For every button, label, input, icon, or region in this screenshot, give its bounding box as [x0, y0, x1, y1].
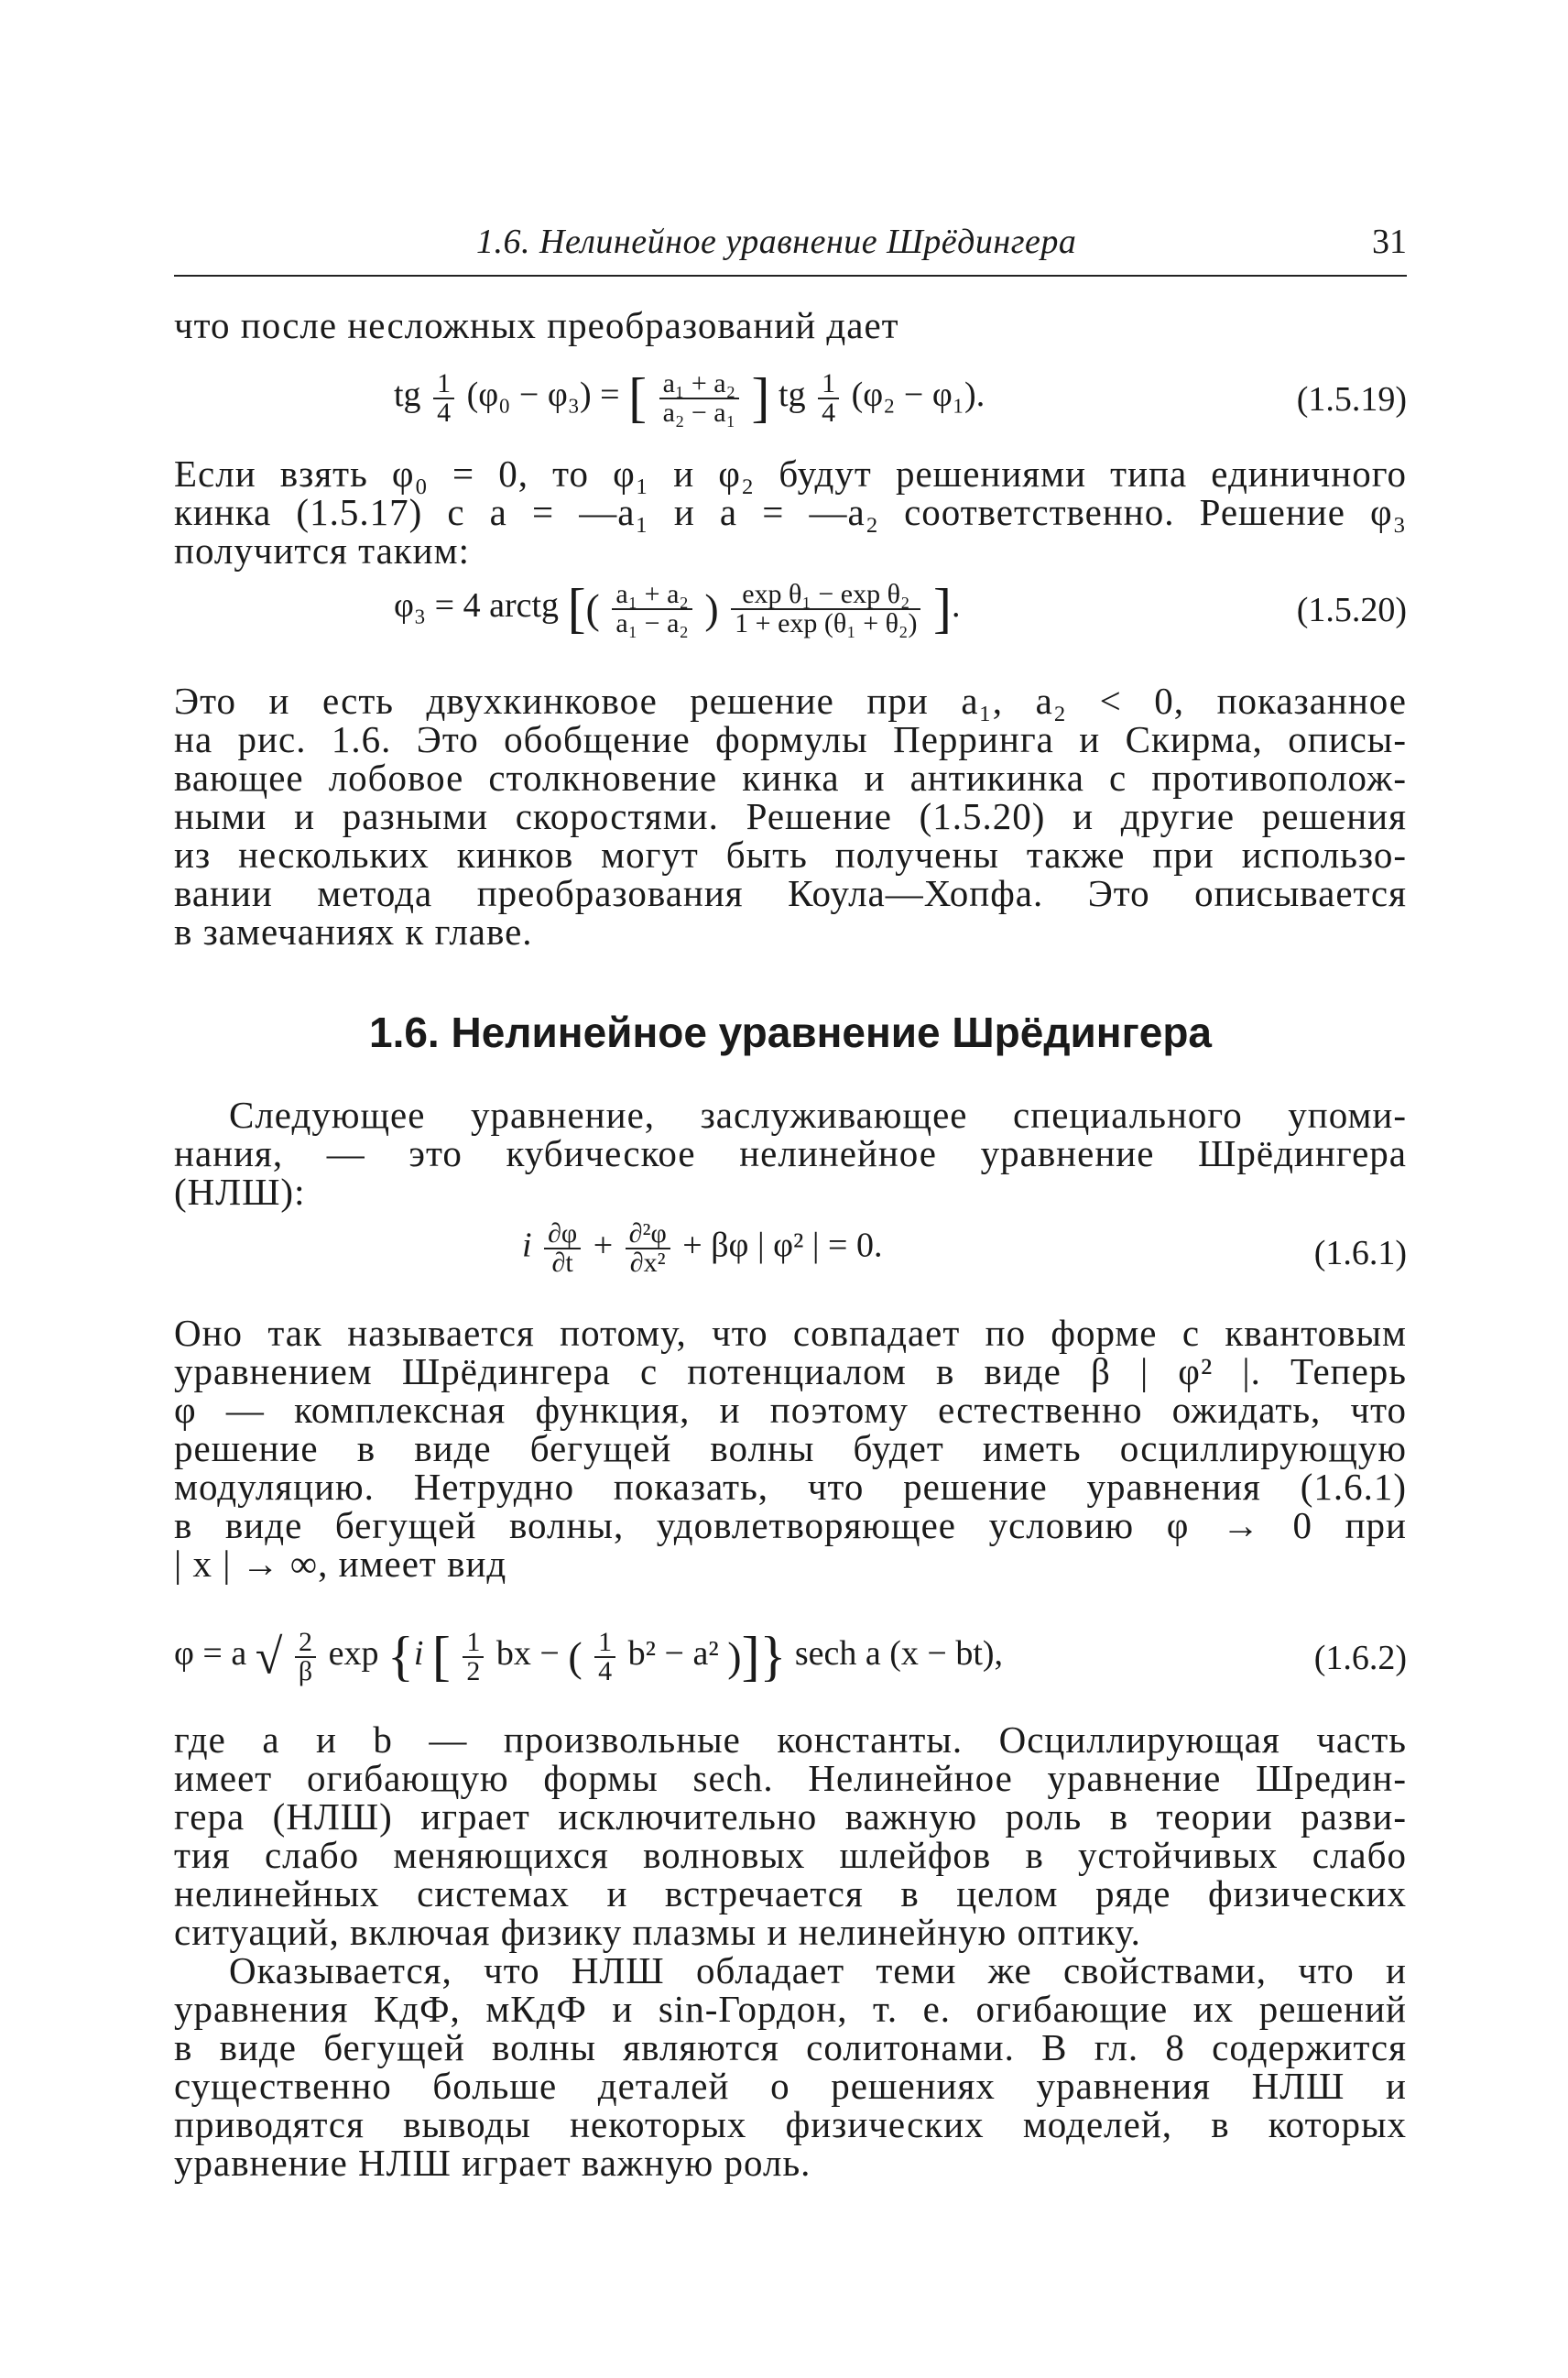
text-line: получится таким: [174, 529, 470, 572]
equation-number: (1.5.20) [1296, 591, 1407, 629]
text-line: Следующее уравнение, заслуживающее специального упоми- [229, 1094, 1407, 1136]
text-line: приводятся выводы некоторых физических моделей, в которых [174, 2103, 1407, 2145]
equation-number: (1.6.2) [1313, 1639, 1407, 1677]
paragraph-solitons [174, 1951, 1407, 2182]
text-line: модуляцию. Нетрудно показать, что решение уравнения (1.6.1) [174, 1466, 1407, 1508]
paragraph-nls-intro [174, 1096, 1407, 1211]
text-line: в замечаниях к главе. [174, 911, 533, 953]
text-line: где a и b — произвольные константы. Осциллирующая часть [174, 1718, 1407, 1761]
text-line: нелинейных системах и встречается в целом ряде физических [174, 1872, 1407, 1914]
text-line: Это и есть двухкинковое решение при a₁, a₂ < 0, показанное [174, 680, 1407, 722]
text-line: уравнения КдФ, мКдФ и sin-Гордон, т. е. огибающие их решений [174, 1988, 1407, 2030]
text-line: на рис. 1.6. Это обобщение формулы Перринга и Скирма, описы- [174, 718, 1407, 760]
text-line: решение в виде бегущей волны будет иметь осциллирующую [174, 1427, 1407, 1469]
text-line: Оказывается, что НЛШ обладает теми же свойствами, что и [229, 1949, 1407, 1991]
text-line: Оно так называется потому, что совпадает по форме с квантовым [174, 1312, 1407, 1354]
paragraph-intro [174, 306, 1407, 344]
equation-body: tg $\frac{1}{4}$ (φ₀ − φ₃) = [ $\frac{\text{a₁ + a₂}}{\text{a₂ − a₁}}$ ] tg $\frac{1}{4}$ (φ₂ − φ₁). [394, 367, 985, 428]
text-line: имеет огибающую формы sech. Нелинейное уравнение Шредин- [174, 1757, 1407, 1799]
text-line: вающее лобовое столкновение кинка и антикинка с противополож- [174, 757, 1407, 799]
equation-1-6-2 [174, 1625, 1407, 1689]
paragraph-two-kink [174, 682, 1407, 951]
text-line: из нескольких кинков могут быть получены также при использо- [174, 834, 1407, 876]
equation-number: (1.6.1) [1313, 1234, 1407, 1272]
text-line: в виде бегущей волны являются солитонами. В гл. 8 содержится [174, 2026, 1407, 2068]
section-heading: 1.6. Нелинейное уравнение Шрёдингера [368, 1009, 1213, 1056]
paragraph-constants [174, 1720, 1407, 1951]
text-line: уравнение НЛШ играет важную роль. [174, 2142, 811, 2184]
text-line: нания, — это кубическое нелинейное уравнение Шрёдингера [174, 1132, 1407, 1174]
text-line: (НЛШ): [174, 1171, 306, 1213]
text-line: ными и разными скоростями. Решение (1.5.20) и другие решения [174, 795, 1407, 837]
text-line: гера (НЛШ) играет исключительно важную роль в теории разви- [174, 1795, 1407, 1838]
text-line: φ — комплексная функция, и поэтому естественно ожидать, что [174, 1389, 1407, 1431]
equation-body: φ = a √ $\frac{2}{\beta}$ exp {i [ $\frac{1}{2}$ bx − ( $\frac{1}{4}$ b² − a² )]} sech a (x − bt), [174, 1626, 1004, 1686]
text-line: в виде бегущей волны, удовлетворяющее условию φ → 0 при [174, 1504, 1407, 1546]
equation-number: (1.5.19) [1296, 380, 1407, 419]
equation-1-5-20 [174, 577, 1407, 641]
text-line: кинка (1.5.17) с a = —a₁ и a = —a₂ соответственно. Решение φ₃ [174, 491, 1407, 533]
text-line: уравнением Шрёдингера с потенциалом в виде β | φ² |. Теперь [174, 1350, 1407, 1392]
text-line: | x | → ∞, имеет вид [174, 1543, 507, 1585]
running-title: 1.6. Нелинейное уравнение Шрёдингера [476, 223, 1077, 261]
header-rule [174, 275, 1407, 277]
paragraph-nls-explain [174, 1314, 1407, 1583]
page-number: 31 [1372, 223, 1407, 261]
text-line: что после несложных преобразований дает [174, 304, 899, 346]
text-line: ситуаций, включая физику плазмы и нелинейную оптику. [174, 1911, 1141, 1953]
running-header [174, 222, 1407, 280]
equation-body: φ₃ = 4 arctg [( $\frac{\text{a₁ + a₂}}{\text{a₁ − a₂}}$ ) $\frac{\text{exp θ₁ − exp θ₂}}{\text{1 + exp (θ₁ + θ₂)}}$ ]. [394, 578, 961, 638]
equation-1-6-1 [174, 1220, 1407, 1284]
equation-1-5-19 [174, 366, 1407, 431]
text-line: тия слабо меняющихся волновых шлейфов в устойчивых слабо [174, 1834, 1407, 1876]
paragraph-kink [174, 454, 1407, 570]
text-line: вании метода преобразования Коула—Хопфа. Это описывается [174, 872, 1407, 914]
text-line: существенно больше деталей о решениях уравнения НЛШ и [174, 2065, 1407, 2107]
text-line: Если взять φ₀ = 0, то φ₁ и φ₂ будут решениями типа единичного [174, 453, 1407, 495]
equation-body: i $\frac{\partial\varphi}{\partial t}$ + $\frac{\text{∂²φ}}{\text{∂x²}}$ + βφ | φ² | = 0. [522, 1218, 883, 1278]
